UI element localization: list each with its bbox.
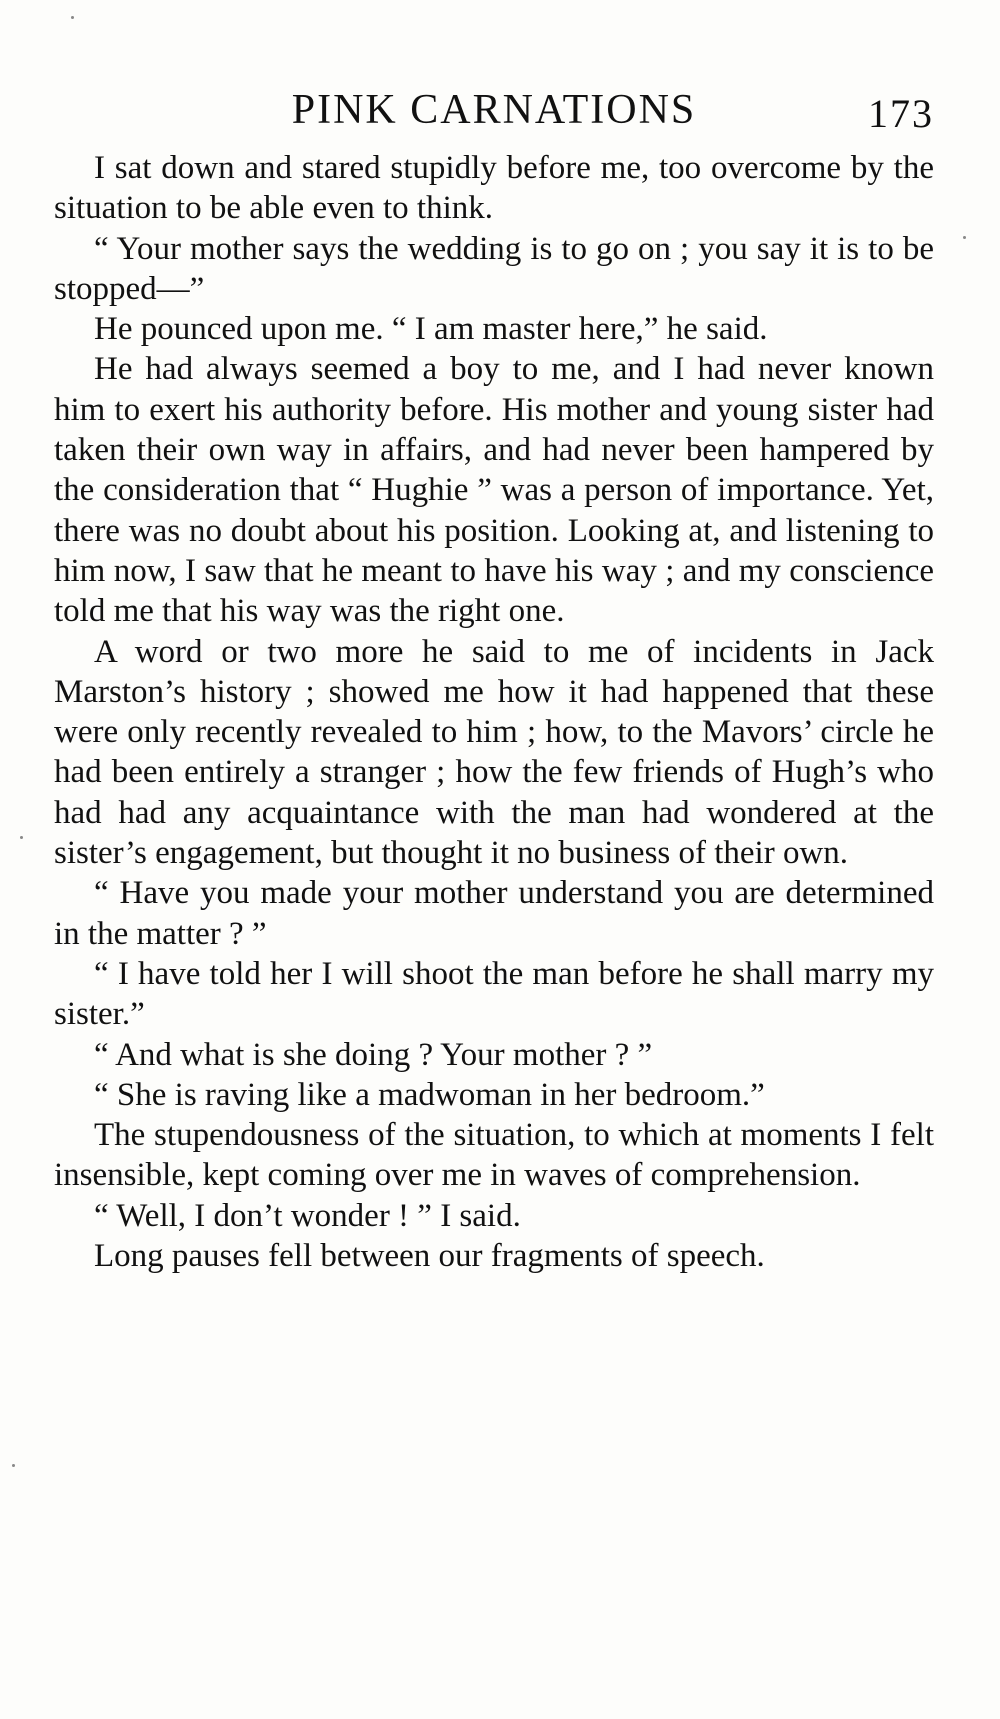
paragraph: Long pauses fell between our fragments of speech. (94, 1238, 765, 1275)
running-title: PINK CARNATIONS (291, 87, 697, 133)
paper-speck (963, 236, 966, 239)
paragraph: A word or two more he said to me of incidents in Jack Marston’s history ; showed me how it had happened that these were only recently revealed to him ; how, to the Mavors’ circle he had been entirely a stranger ; how the few friends of Hugh’s who had had any acquaintance with the man had wondered at the sister’s engagement, but thought it no business of their own. (54, 633, 934, 872)
body-text (54, 148, 934, 1276)
paragraph: He had always seemed a boy to me, and I had never known him to exert his authority before. His mother and young sister had taken their own way in affairs, and had never been hampered by the consideration that “ Hughie ” was a person of importance. Yet, there was no doubt about his position. Looking at, and listening to him now, I saw that he meant to have his way ; and my conscience told me that his way was the right one. (54, 351, 934, 630)
paper-speck (20, 836, 23, 839)
paper-speck (12, 1464, 15, 1467)
paragraph: “ And what is she doing ? Your mother ? ” (94, 1036, 653, 1073)
paragraph: “ Have you made your mother understand you are determined in the matter ? ” (54, 875, 934, 952)
paragraph: The stupendousness of the situation, to which at moments I felt insensible, kept coming over me in waves of comprehension. (54, 1117, 934, 1194)
paragraph: He pounced upon me. “ I am master here,” he said. (94, 311, 768, 348)
running-head (54, 80, 934, 140)
paragraph: “ She is raving like a madwoman in her bedroom.” (94, 1076, 765, 1113)
paragraph: “ Your mother says the wedding is to go on ; you say it is to be stopped—” (54, 230, 934, 307)
paper-speck (71, 16, 74, 19)
page-number: 173 (868, 91, 934, 136)
paragraph: “ Well, I don’t wonder ! ” I said. (94, 1197, 521, 1234)
paragraph: I sat down and stared stupidly before me, too overcome by the situation to be able even to think. (54, 150, 934, 227)
paragraph: “ I have told her I will shoot the man before he shall marry my sister.” (54, 955, 934, 1033)
